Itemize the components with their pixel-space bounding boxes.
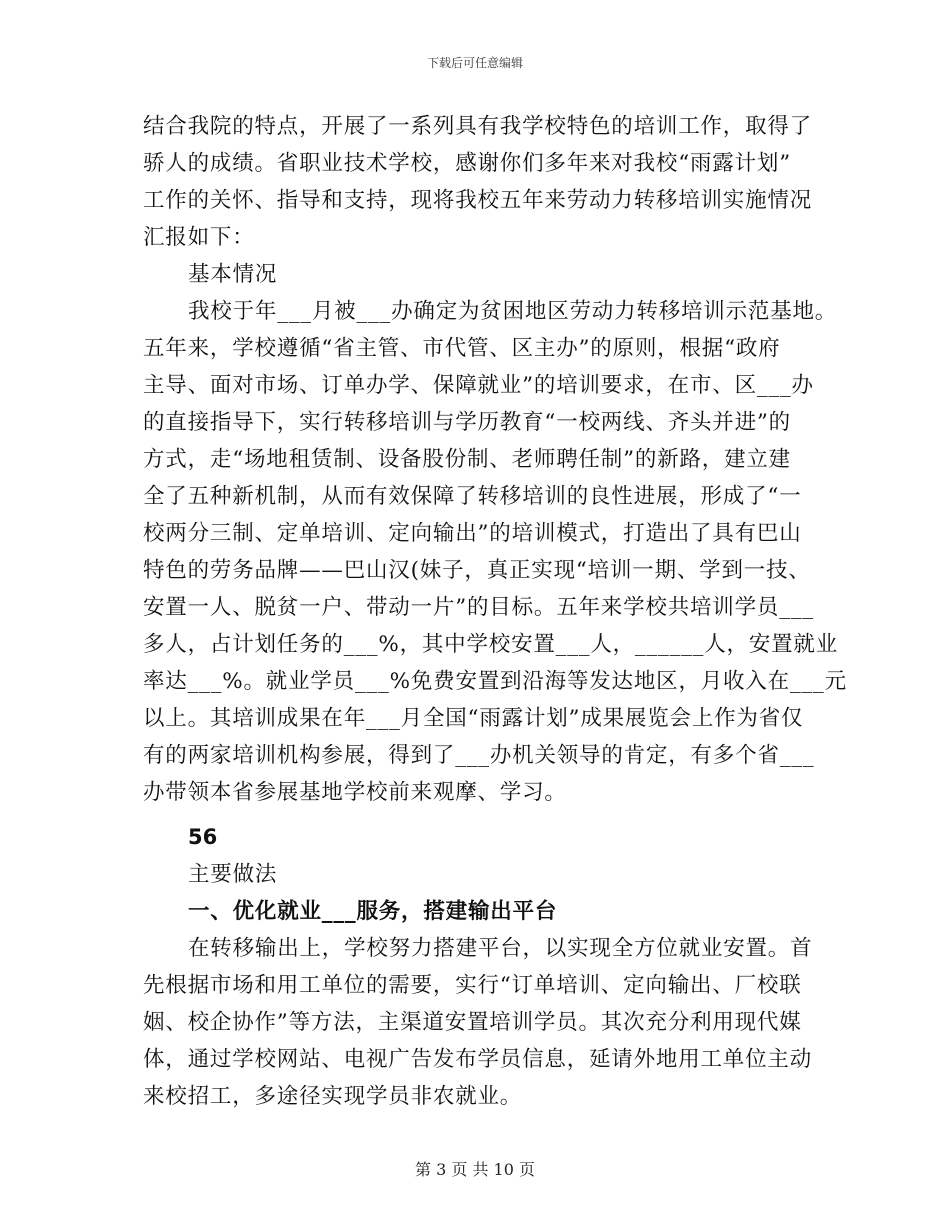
paragraph-line: 结合我院的特点，开展了一系列具有我学校特色的培训工作，取得了 (143, 114, 813, 139)
paragraph-line: 工作的关怀、指导和支持，现将我校五年来劳动力转移培训实施情况 (143, 188, 813, 213)
paragraph-line: 先根据市场和用工单位的需要，实行“订单培训、定向输出、厂校联 (143, 973, 802, 998)
paragraph-line: 校两分三制、定单培训、定向输出”的培训模式，打造出了具有巴山 (143, 521, 802, 546)
paragraph-line: 的直接指导下，实行转移培训与学历教育“一校两线、齐头并进”的 (143, 410, 791, 435)
header-note: 下载后可任意编辑 (426, 56, 523, 70)
paragraph-line: 主导、面对市场、订单办学、保障就业”的培训要求，在市、区___办 (143, 373, 814, 398)
paragraph-line: 体，通过学校网站、电视广告发布学员信息，延请外地用工单位主动 (143, 1047, 813, 1072)
paragraph-line: 姻、校企协作”等方法，主渠道安置培训学员。其次充分利用现代媒 (143, 1010, 802, 1035)
paragraph-line: 来校招工，多途径实现学员非农就业。 (143, 1084, 523, 1109)
section-heading-basic: 基本情况 (188, 262, 278, 287)
paragraph-line: 多人，占计划任务的___%，其中学校安置___人，______人，安置就业 (143, 632, 839, 657)
paragraph-line: 五年来，学校遵循“省主管、市代管、区主办”的原则，根据“政府 (143, 336, 781, 361)
paragraph-line: 我校于年___月被___办确定为贫困地区劳动力转移培训示范基地。 (188, 299, 838, 324)
paragraph-line: 安置一人、脱贫一户、带动一片”的目标。五年来学校共培训学员___ (143, 595, 814, 620)
paragraph-line: 全了五种新机制，从而有效保障了转移培训的良性进展，形成了“一 (143, 484, 802, 509)
paragraph-line: 骄人的成绩。省职业技术学校，感谢你们多年来对我校“雨露计划” (143, 151, 791, 176)
paragraph-line: 率达___%。就业学员___%免费安置到沿海等发达地区，月收入在___元 (143, 669, 847, 694)
paragraph-line: 特色的劳务品牌——巴山汉(妹子，真正实现“培训一期、学到一技、 (143, 558, 811, 583)
paragraph-line: 以上。其培训成果在年___月全国“雨露计划”成果展览会上作为省仅 (143, 706, 804, 731)
paragraph-line: 有的两家培训机构参展，得到了___办机关领导的肯定，有多个省___ (143, 743, 815, 768)
subsection-heading: 一、优化就业___服务，搭建输出平台 (188, 899, 558, 924)
paragraph-line: 办带领本省参展基地学校前来观摩、学习。 (143, 780, 567, 805)
inline-number: 56 (188, 825, 218, 849)
page-indicator: 第 3 页 共 10 页 (415, 1160, 535, 1179)
paragraph-line: 在转移输出上，学校努力搭建平台，以实现全方位就业安置。首 (188, 936, 813, 961)
paragraph-line: 方式，走“场地租赁制、设备股份制、老师聘任制”的新路，建立建 (143, 447, 791, 472)
section-heading-methods: 主要做法 (188, 862, 278, 887)
paragraph-line: 汇报如下： (143, 225, 255, 250)
document-body (143, 108, 847, 1115)
